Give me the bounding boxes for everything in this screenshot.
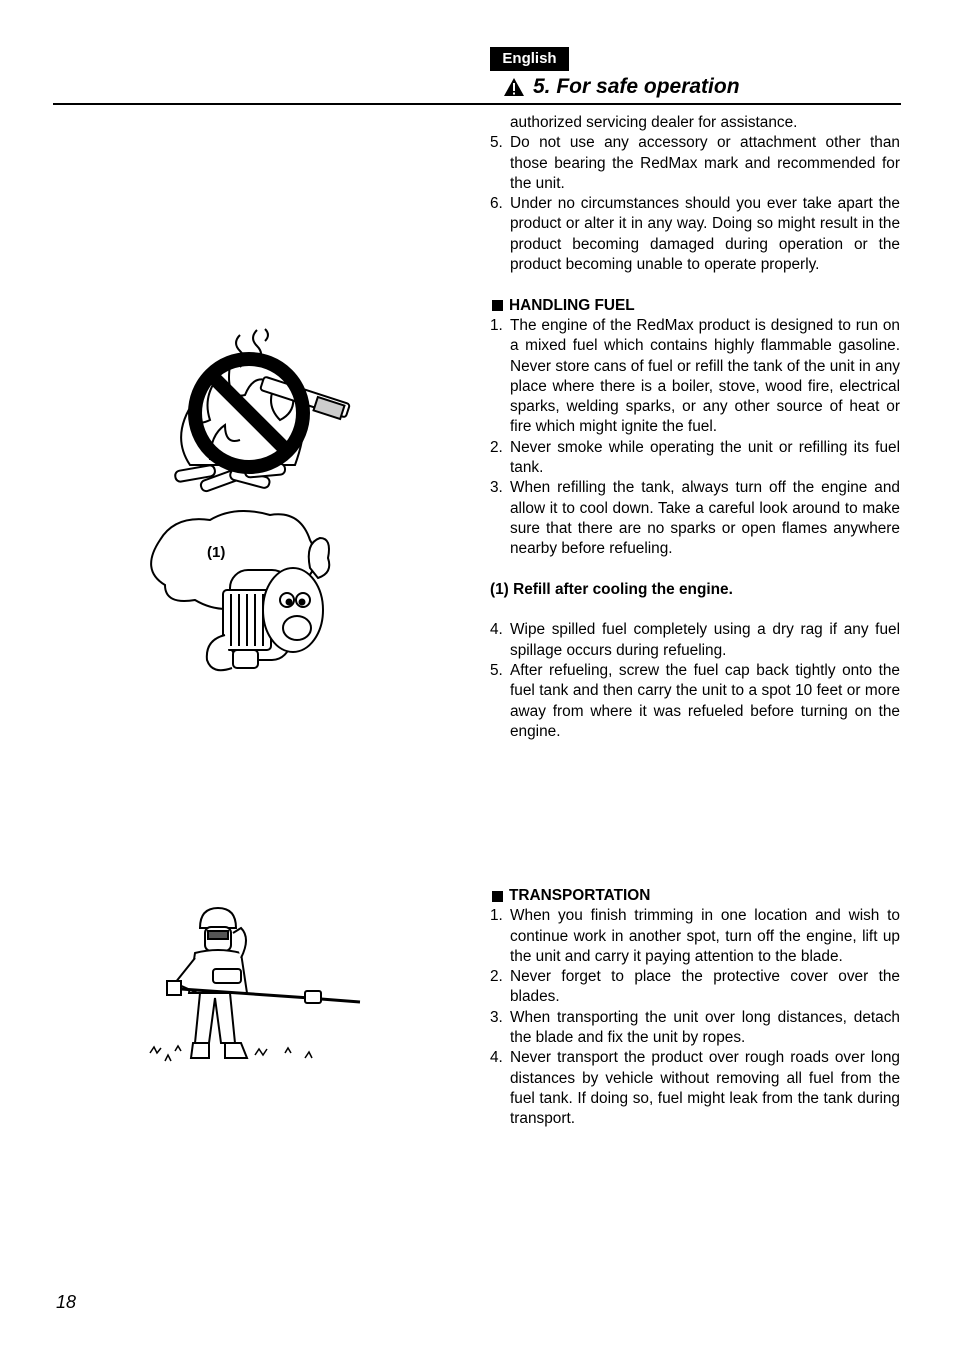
section-heading-handling-fuel: HANDLING FUEL bbox=[490, 296, 900, 316]
square-bullet-icon bbox=[492, 300, 503, 311]
list-item: 4. Wipe spilled fuel completely using a dry rag if any fuel spillage occurs during refueling. bbox=[490, 621, 900, 659]
list-item: 3. When refilling the tank, always turn off the engine and allow it to cool down. Take a careful look around to make sure that there are no sparks or open flames anywhere nearby before refueling. bbox=[490, 479, 900, 558]
list-item: 4. Never transport the product over rough roads over long distances by vehicle without removing all fuel from the fuel tank. If doing so, fuel might leak from the tank during transport. bbox=[490, 1049, 900, 1128]
warning-icon bbox=[503, 77, 525, 97]
section-title-text: 5. For safe operation bbox=[533, 75, 740, 98]
page-number: 18 bbox=[56, 1292, 77, 1312]
list-item: 2. Never smoke while operating the unit or refilling its fuel tank. bbox=[490, 438, 900, 477]
illustration-caption: (1) bbox=[207, 544, 226, 561]
section-heading-transportation: TRANSPORTATION bbox=[490, 886, 900, 906]
text-column bbox=[490, 113, 900, 742]
list-item: 3. When transporting the unit over long distances, detach the blade and fix the unit by ropes. bbox=[490, 1008, 900, 1047]
list-item: 1. The engine of the RedMax product is designed to run on a mixed fuel which contains highly flammable gasoline. Never store cans of fuel or refill the tank of the unit in any place where there is a boiler, stove, wood fire, electrical sparks, welding sparks, or any other source of heat or fire which might ignite the fuel. bbox=[490, 316, 900, 436]
language-tab: English bbox=[490, 47, 569, 71]
list-item: 5. Do not use any accessory or attachment other than those bearing the RedMax mark and recommended for the unit. bbox=[490, 134, 900, 192]
header-rule bbox=[53, 103, 901, 105]
square-bullet-icon bbox=[492, 891, 503, 902]
illustration-note: (1) Refill after cooling the engine. bbox=[490, 580, 733, 598]
section-title bbox=[503, 75, 740, 99]
list-item: 2. Never forget to place the protective cover over the blades. bbox=[490, 968, 900, 1006]
no-fire-smoking-illustration bbox=[165, 325, 355, 495]
cool-engine-illustration bbox=[145, 510, 340, 680]
worker-transport-illustration bbox=[145, 903, 365, 1073]
list-item: 6. Under no circumstances should you ever take apart the product or alter it in any way. Doing so might result in the product becoming damaged during operation or the product becoming unable to operate properly. bbox=[490, 195, 900, 274]
text-column-transport bbox=[490, 886, 900, 1130]
list-item: 5. After refueling, screw the fuel cap back tightly onto the fuel tank and then carry the unit to a spot 10 feet or more away from where it was refueled before turning on the engine. bbox=[490, 662, 900, 740]
paragraph: authorized servicing dealer for assistance. bbox=[510, 114, 798, 131]
list-item: 1. When you finish trimming in one location and wish to continue work in another spot, turn off the engine, lift up the unit and carry it paying attention to the blade. bbox=[490, 907, 900, 965]
